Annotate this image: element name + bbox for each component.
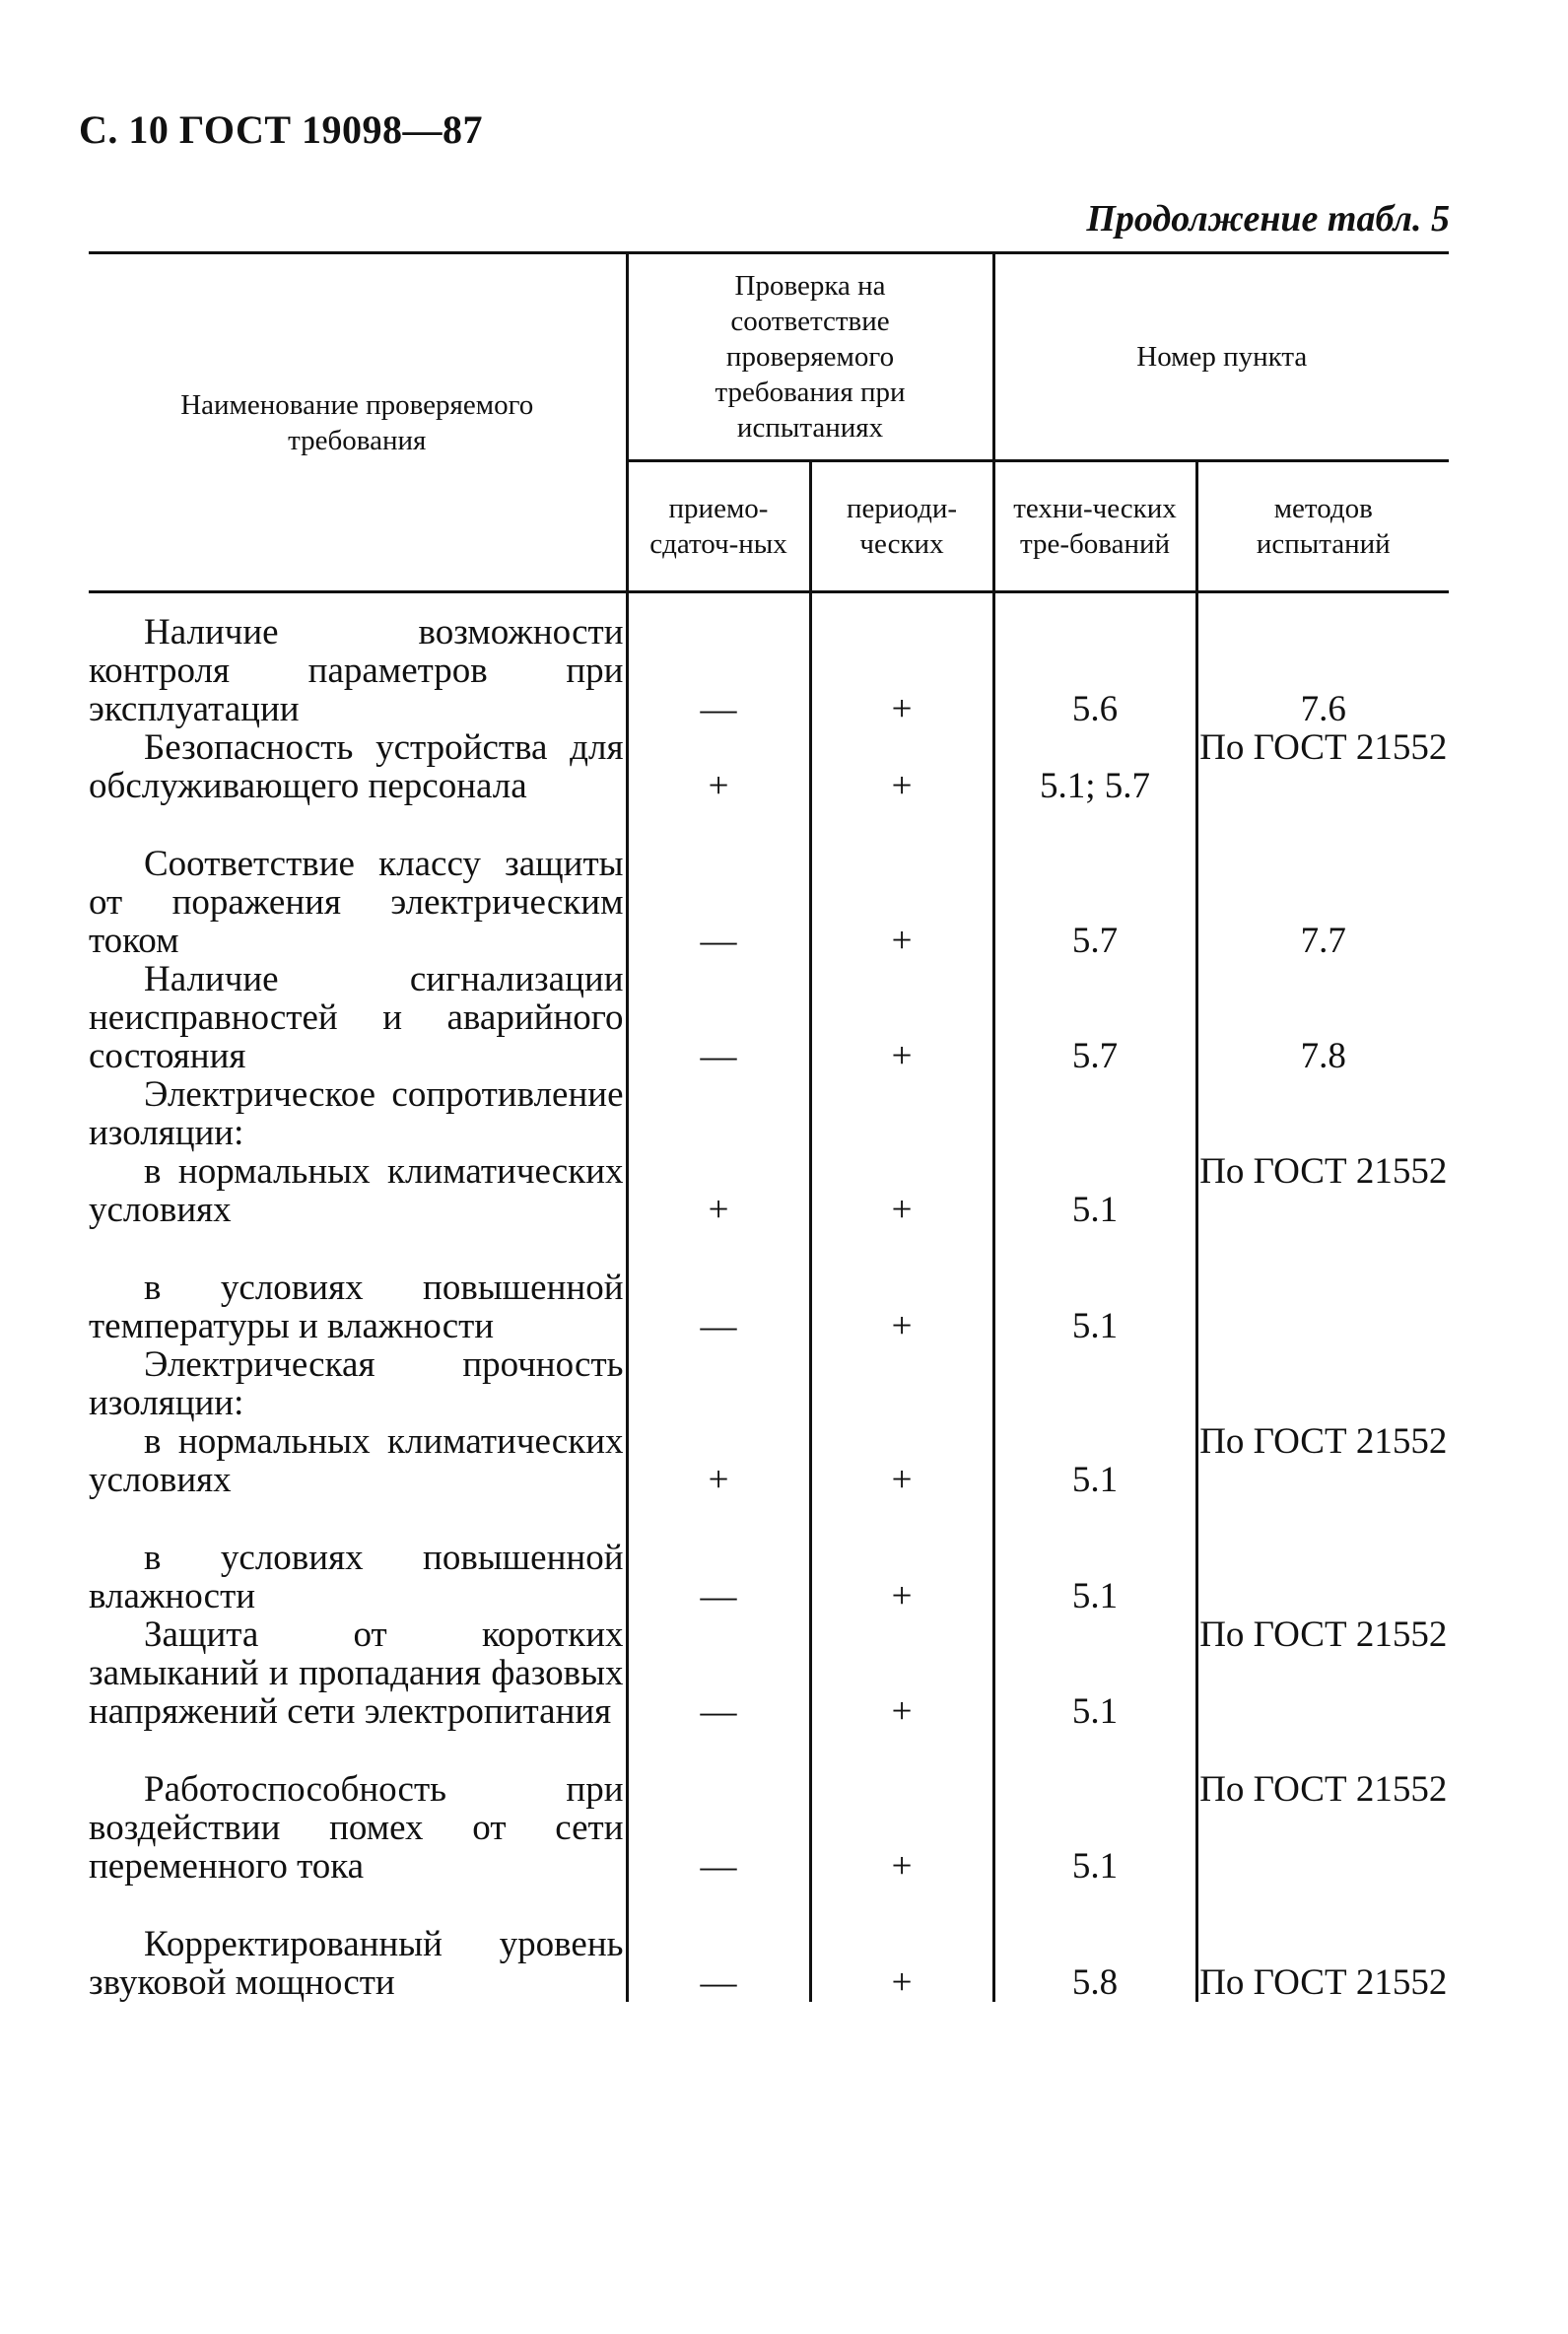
table-row xyxy=(89,1615,1449,1770)
row-tech-clause: 5.1 xyxy=(993,1422,1196,1539)
row-method-clause: По ГОСТ 21552 xyxy=(1196,1615,1449,1770)
row-name: в нормальных климатических условиях xyxy=(89,1421,624,1500)
row-acceptance: + xyxy=(627,728,810,845)
table-row xyxy=(89,1152,1449,1269)
row-periodic: + xyxy=(810,728,993,845)
row-name: в условиях повышенной температуры и влажности xyxy=(89,1268,624,1346)
row-tech-clause: 5.1; 5.7 xyxy=(993,728,1196,845)
row-acceptance: — xyxy=(627,613,810,728)
row-acceptance: + xyxy=(627,1422,810,1539)
row-periodic: + xyxy=(810,1539,993,1615)
col-header-clause-group: Номер пункта xyxy=(993,253,1449,461)
row-acceptance xyxy=(627,1075,810,1152)
row-periodic: + xyxy=(810,960,993,1075)
row-tech-clause: 5.1 xyxy=(993,1269,1196,1345)
row-acceptance: — xyxy=(627,960,810,1075)
row-tech-clause xyxy=(993,1345,1196,1422)
col-header-name: Наименование проверяемого требования xyxy=(89,253,627,592)
col-header-periodic: периоди-ческих xyxy=(810,461,993,592)
row-method-clause xyxy=(1196,1539,1449,1615)
requirements-table xyxy=(89,251,1449,2002)
row-name: Работоспособность при воздействии помех от сети переменного тока xyxy=(89,1769,624,1887)
table-row xyxy=(89,1345,1449,1422)
row-tech-clause: 5.8 xyxy=(993,1925,1196,2002)
table-row xyxy=(89,1075,1449,1152)
table-row xyxy=(89,613,1449,728)
row-acceptance xyxy=(627,1345,810,1422)
row-name: в условиях повышенной влажности xyxy=(89,1538,624,1616)
row-method-clause: 7.7 xyxy=(1196,845,1449,960)
col-header-acceptance: приемо-сдаточ-ных xyxy=(627,461,810,592)
table-row xyxy=(89,728,1449,845)
row-acceptance: — xyxy=(627,1615,810,1770)
row-tech-clause: 5.6 xyxy=(993,613,1196,728)
col-header-methods: методов испытаний xyxy=(1196,461,1449,592)
row-periodic: + xyxy=(810,1770,993,1925)
table-row xyxy=(89,1539,1449,1615)
row-periodic: + xyxy=(810,1422,993,1539)
table-row xyxy=(89,845,1449,960)
row-name: Электрическое сопротивление изоляции: xyxy=(89,1074,624,1153)
row-periodic xyxy=(810,1075,993,1152)
row-periodic: + xyxy=(810,613,993,728)
row-acceptance: — xyxy=(627,1925,810,2002)
row-name: Электрическая прочность изоляции: xyxy=(89,1344,624,1423)
row-tech-clause: 5.1 xyxy=(993,1770,1196,1925)
row-method-clause xyxy=(1196,1345,1449,1422)
row-method-clause: По ГОСТ 21552 xyxy=(1196,1925,1449,2002)
row-name: в нормальных климатических условиях xyxy=(89,1151,624,1230)
table-row xyxy=(89,1269,1449,1345)
table-row xyxy=(89,1422,1449,1539)
row-method-clause xyxy=(1196,1075,1449,1152)
row-method-clause: 7.6 xyxy=(1196,613,1449,728)
row-periodic: + xyxy=(810,1269,993,1345)
row-method-clause: По ГОСТ 21552 xyxy=(1196,1152,1449,1269)
row-name: Безопасность устройства для обслуживающего персонала xyxy=(89,727,624,806)
row-periodic: + xyxy=(810,1615,993,1770)
row-tech-clause: 5.7 xyxy=(993,960,1196,1075)
row-acceptance: — xyxy=(627,1269,810,1345)
row-acceptance: — xyxy=(627,845,810,960)
col-header-check-group: Проверка на соответствие проверяемого требования при испытаниях xyxy=(627,253,993,461)
row-name: Наличие возможности контроля параметров при эксплуатации xyxy=(89,612,624,729)
row-method-clause: 7.8 xyxy=(1196,960,1449,1075)
row-tech-clause: 5.1 xyxy=(993,1539,1196,1615)
row-method-clause xyxy=(1196,1269,1449,1345)
table-continuation-label: Продолжение табл. 5 xyxy=(1086,198,1450,240)
row-name: Соответствие классу защиты от поражения электрическим током xyxy=(89,844,624,961)
row-name: Защита от коротких замыканий и пропадания фазовых напряжений сети электропитания xyxy=(89,1614,624,1732)
row-tech-clause: 5.1 xyxy=(993,1152,1196,1269)
row-method-clause: По ГОСТ 21552 xyxy=(1196,728,1449,845)
table-row xyxy=(89,1770,1449,1925)
row-acceptance: — xyxy=(627,1770,810,1925)
row-method-clause: По ГОСТ 21552 xyxy=(1196,1422,1449,1539)
row-acceptance: + xyxy=(627,1152,810,1269)
table-row xyxy=(89,960,1449,1075)
row-periodic xyxy=(810,1345,993,1422)
col-header-tech: техни-ческих тре-бований xyxy=(993,461,1196,592)
row-periodic: + xyxy=(810,1152,993,1269)
table-row xyxy=(89,1925,1449,2002)
row-name: Наличие сигнализации неисправностей и аварийного состояния xyxy=(89,959,624,1076)
row-periodic: + xyxy=(810,845,993,960)
row-method-clause: По ГОСТ 21552 xyxy=(1196,1770,1449,1925)
row-tech-clause: 5.1 xyxy=(993,1615,1196,1770)
row-name: Корректированный уровень звуковой мощности xyxy=(89,1924,624,2003)
page-header: С. 10 ГОСТ 19098—87 xyxy=(79,107,484,152)
row-periodic: + xyxy=(810,1925,993,2002)
row-acceptance: — xyxy=(627,1539,810,1615)
row-tech-clause: 5.7 xyxy=(993,845,1196,960)
row-tech-clause xyxy=(993,1075,1196,1152)
